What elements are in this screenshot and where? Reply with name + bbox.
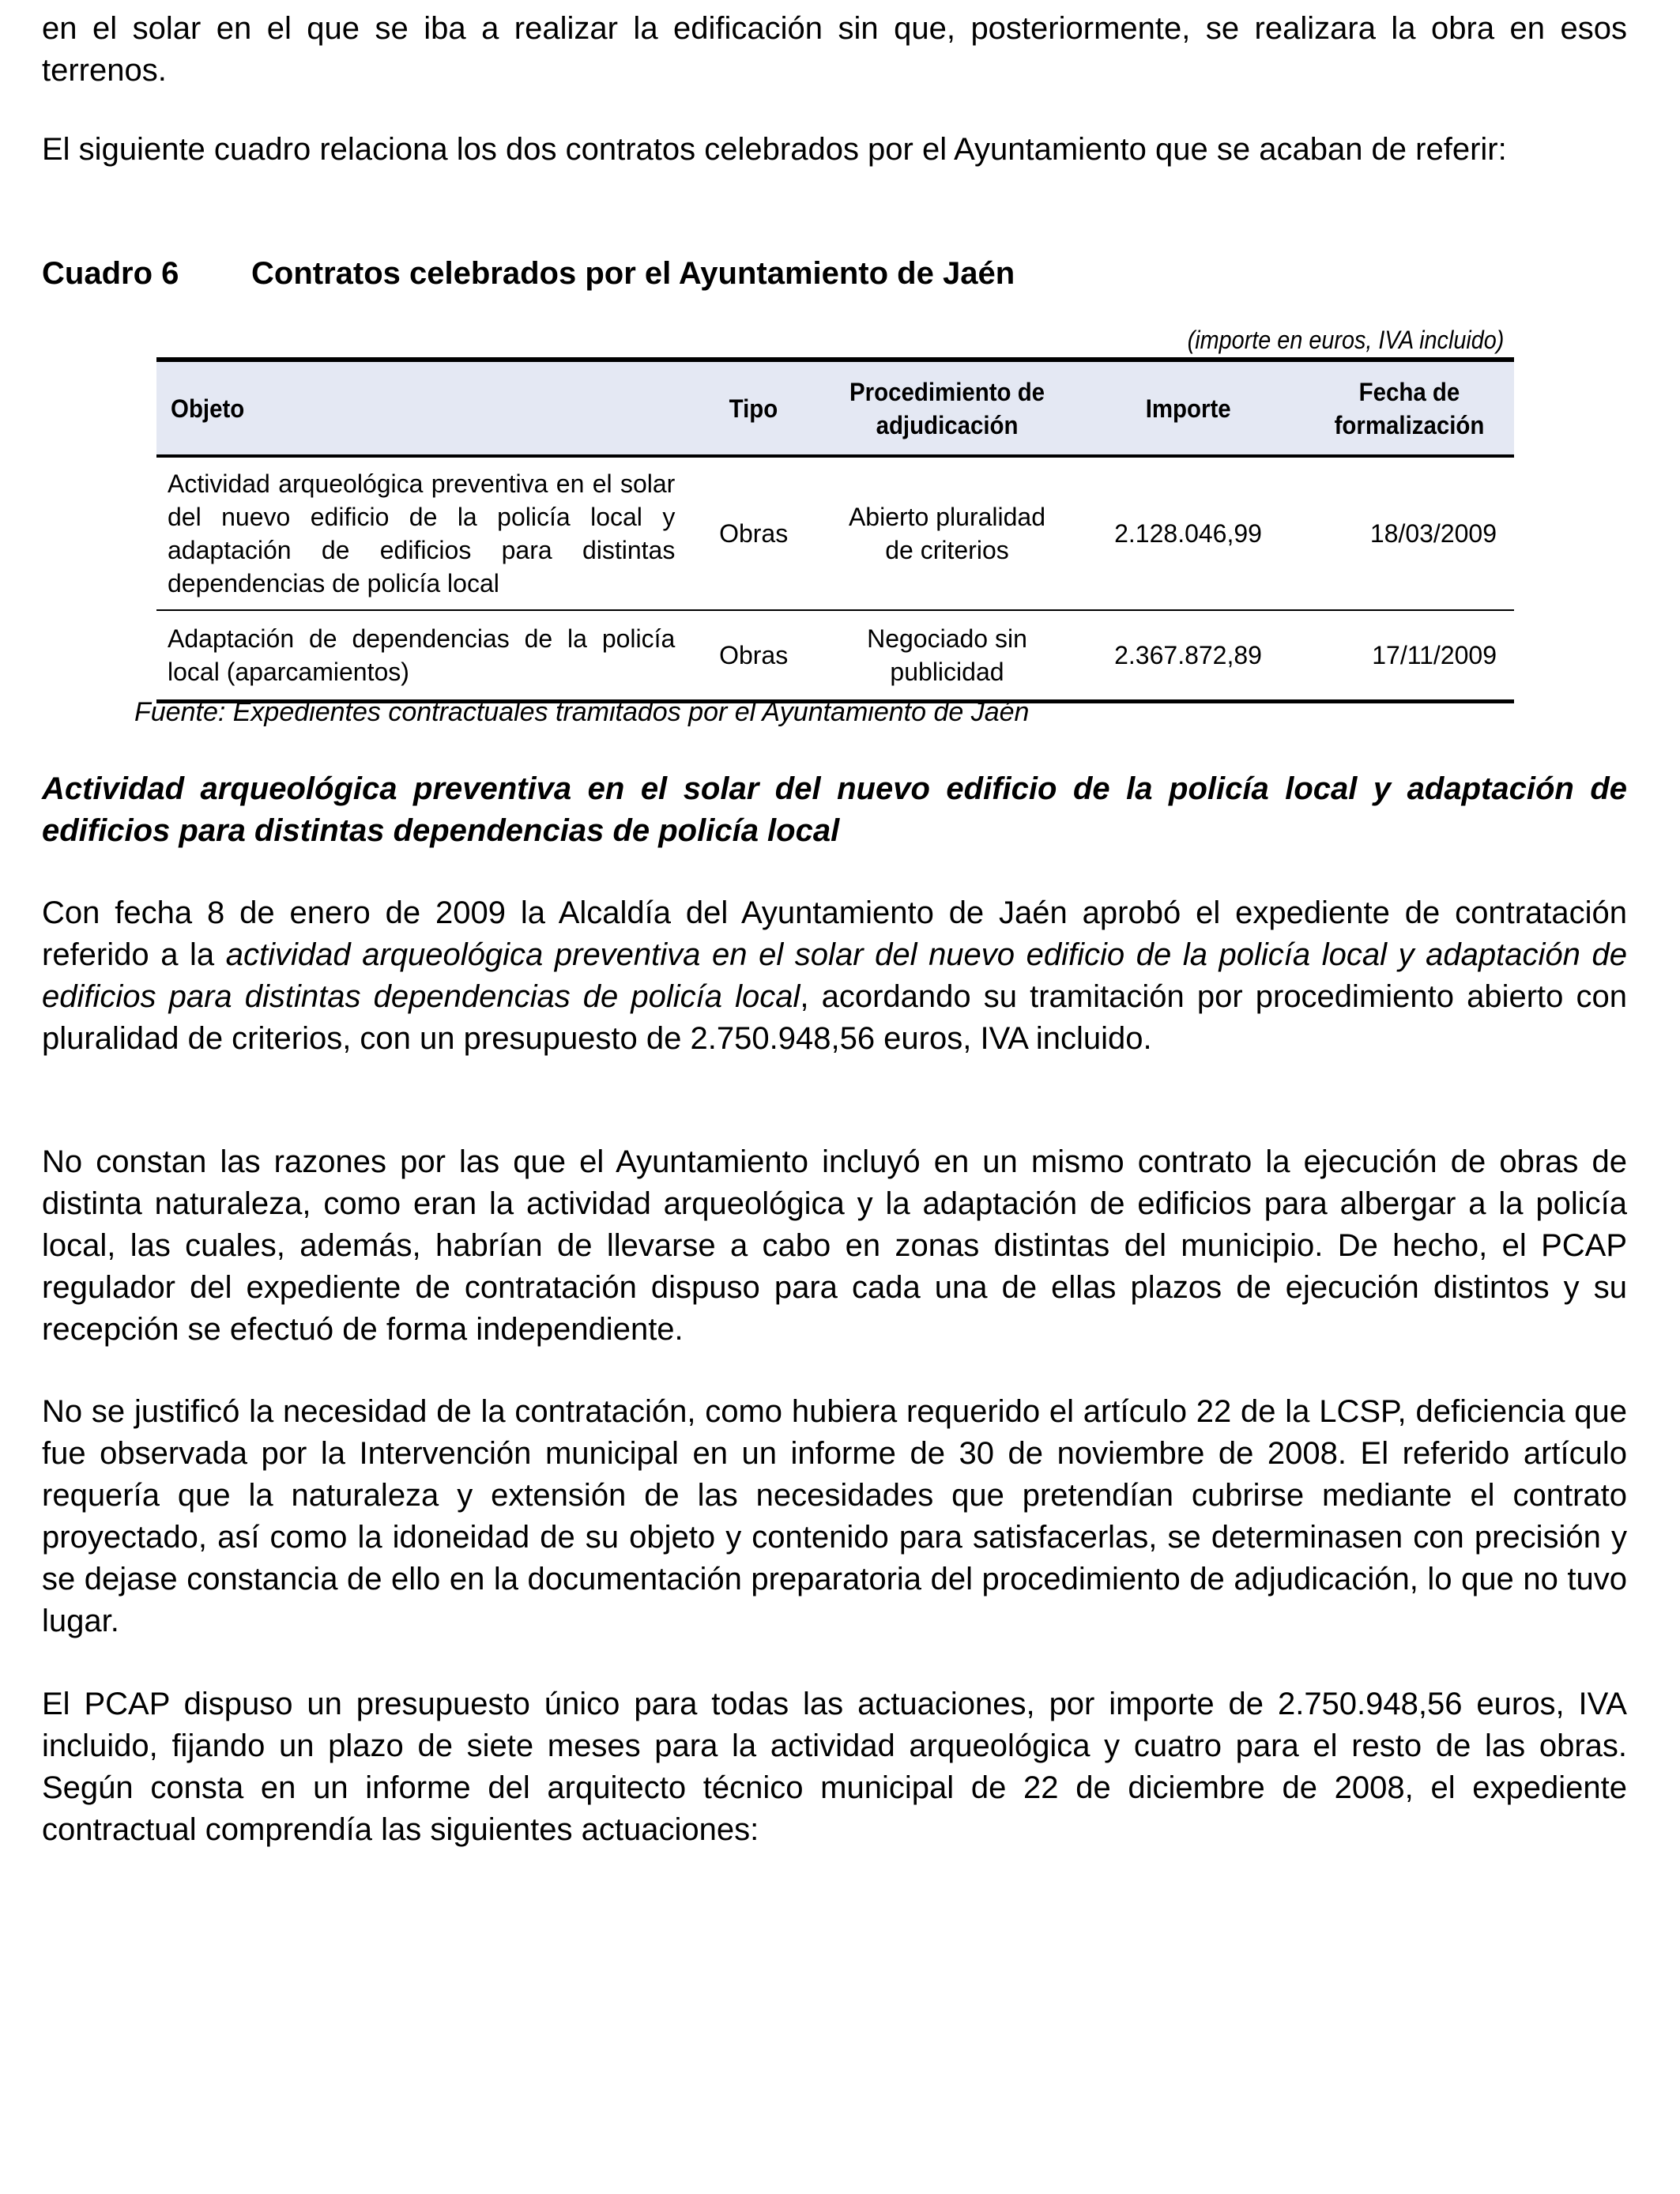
cell-procedimiento: Abierto pluralidad de criterios	[823, 456, 1072, 610]
table-header-row	[156, 360, 1514, 456]
header-importe: Importe	[1072, 360, 1305, 456]
section-paragraph-3: No se justificó la necesidad de la contratación, como hubiera requerido el artículo 22 de la LCSP, deficiencia que fue observada por la Intervención municipal en un informe de 30 de noviembre de 2008. El referido artículo requería que la naturaleza y extensión de las necesidades que pretendían cubrirse mediante el contrato proyectado, así como la idoneidad de su objeto y contenido para satisfacerlas, se determinasen con precisión y se dejase constancia de ello en la documentación preparatoria del procedimiento de adjudicación, lo que no tuvo lugar.	[42, 1394, 1627, 1638]
intro-paragraph-2: El siguiente cuadro relaciona los dos contratos celebrados por el Ayuntamiento que se acaban de referir:	[42, 132, 1507, 167]
contracts-table	[156, 357, 1514, 703]
section-paragraph-4: El PCAP dispuso un presupuesto único para todas las actuaciones, por importe de 2.750.948,56 euros, IVA incluido, fijando un plazo de siete meses para la actividad arqueológica y cuatro para el resto de las obras. Según consta en un informe del arquitecto técnico municipal de 22 de diciembre de 2008, el expediente contractual comprendía las siguientes actuaciones:	[42, 1687, 1627, 1847]
cell-fecha: 17/11/2009	[1305, 610, 1514, 702]
contract-object-italic: actividad arqueológica preventiva en el solar del nuevo edificio de la policía local y adaptación de edificios para distintas dependencias de policía local	[42, 937, 1627, 1014]
table-source-note: Fuente: Expedientes contractuales tramitados por el Ayuntamiento de Jaén	[134, 697, 1030, 727]
cell-tipo: Obras	[684, 456, 823, 610]
section-paragraph-2: No constan las razones por las que el Ayuntamiento incluyó en un mismo contrato la ejecución de obras de distinta naturaleza, como eran la actividad arqueológica y la adaptación de edificios para albergar a la policía local, las cuales, además, habrían de llevarse a cabo en zonas distintas del municipio. De hecho, el PCAP regulador del expediente de contratación dispuso para cada una de ellas plazos de ejecución distintos y su recepción se efectuó de forma independiente.	[42, 1144, 1627, 1347]
section-paragraph-1: Con fecha 8 de enero de 2009 la Alcaldía del Ayuntamiento de Jaén aprobó el expediente de contratación referido a la actividad arqueológica preventiva en el solar del nuevo edificio de la policía local y adaptación de edificios para distintas dependencias de policía local, acordando su tramitación por procedimiento abierto con pluralidad de criterios, con un presupuesto de 2.750.948,56 euros, IVA incluido.	[42, 895, 1627, 1056]
cell-procedimiento: Negociado sin publicidad	[823, 610, 1072, 702]
cell-importe: 2.128.046,99	[1072, 456, 1305, 610]
cell-tipo: Obras	[684, 610, 823, 702]
section-heading: Actividad arqueológica preventiva en el solar del nuevo edificio de la policía local y adaptación de edificios para distintas dependencias de policía local	[42, 771, 1627, 848]
table-units-note: (importe en euros, IVA incluido)	[1187, 326, 1505, 354]
header-procedimiento: Procedimiento de adjudicación	[823, 360, 1072, 456]
table-row	[156, 456, 1514, 610]
cell-objeto: Actividad arqueológica preventiva en el solar del nuevo edificio de la policía local y adaptación de edificios para distintas dependencias de policía local	[156, 456, 684, 610]
header-fecha: Fecha de formalización	[1305, 360, 1514, 456]
header-tipo: Tipo	[684, 360, 823, 456]
table-caption-number: Cuadro 6	[42, 256, 179, 291]
contracts-table-block	[156, 324, 1514, 703]
table-caption	[42, 253, 1015, 295]
table-row	[156, 610, 1514, 702]
header-objeto: Objeto	[156, 360, 684, 456]
cell-importe: 2.367.872,89	[1072, 610, 1305, 702]
intro-paragraph-1: en el solar en el que se iba a realizar la edificación sin que, posteriormente, se realizara la obra en esos terrenos.	[42, 11, 1627, 88]
cell-objeto: Adaptación de dependencias de la policía local (aparcamientos)	[156, 610, 684, 702]
table-caption-title: Contratos celebrados por el Ayuntamiento de Jaén	[251, 256, 1015, 291]
cell-fecha: 18/03/2009	[1305, 456, 1514, 610]
